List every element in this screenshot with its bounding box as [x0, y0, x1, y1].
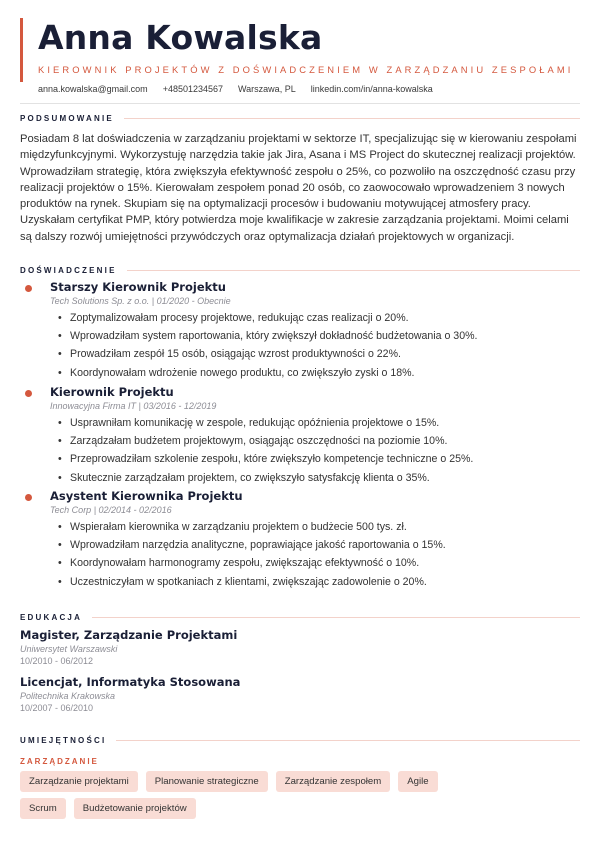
job-title: Asystent Kierownika Projektu [50, 489, 243, 503]
job-bullets [58, 518, 446, 591]
job-title: Kierownik Projektu [50, 385, 174, 399]
job-bullet: • Wprowadziłam system raportowania, który zwiększył dokładność budżetowania o 30%. [58, 327, 477, 345]
timeline-dot [25, 390, 32, 397]
skill-tag: Budżetowanie projektów [74, 798, 196, 819]
job-bullet: • Uczestniczyłam w spotkaniach z klientami, zwiększając zadowolenie o 20%. [58, 573, 446, 591]
skill-tag: Scrum [20, 798, 66, 819]
summary-section-heading [20, 114, 580, 123]
education-entry [20, 675, 240, 713]
section-divider [116, 740, 580, 741]
header-divider [20, 103, 580, 104]
job-meta: Tech Solutions Sp. z o.o. | 01/2020 - Obecnie [50, 296, 231, 306]
skill-tag: Zarządzanie zespołem [276, 771, 391, 792]
school-name: Uniwersytet Warszawski [20, 644, 118, 654]
job-meta: Innowacyjna Firma IT | 03/2016 - 12/2019 [50, 401, 217, 411]
section-divider [124, 118, 580, 119]
education-entry [20, 628, 237, 666]
education-dates: 10/2010 - 06/2012 [20, 656, 94, 666]
job-bullet: • Przeprowadziłam szkolenie zespołu, które zwiększyło kompetencje techniczne o 25%. [58, 450, 473, 468]
job-bullet: • Zoptymalizowałam procesy projektowe, redukując czas realizacji o 20%. [58, 309, 477, 327]
job-bullet: • Zarządzałam budżetem projektowym, osiągając oszczędności na poziomie 10%. [58, 432, 473, 450]
experience-section-heading [20, 266, 580, 275]
skill-category: ZARZĄDZANIE [20, 757, 99, 766]
job-bullets [58, 309, 477, 382]
skill-tags [20, 771, 490, 819]
education-dates: 10/2007 - 06/2010 [20, 703, 94, 713]
job-bullet: • Skutecznie zarządzałam projektem, co zwiększyło satysfakcję klienta o 35%. [58, 469, 473, 487]
job-title: Starszy Kierownik Projektu [50, 280, 226, 294]
job-bullet: • Wprowadziłam narzędzia analityczne, poprawiające jakość raportowania o 15%. [58, 536, 446, 554]
accent-bar [20, 18, 23, 82]
section-divider [127, 270, 580, 271]
timeline-dot [25, 494, 32, 501]
timeline-dot [25, 285, 32, 292]
contact-linkedin[interactable]: linkedin.com/in/anna-kowalska [310, 84, 433, 94]
summary-heading: PODSUMOWANIE [20, 114, 114, 123]
job-bullet: • Usprawniłam komunikację w zespole, redukując opóźnienia projektowe o 15%. [58, 414, 473, 432]
job-bullet: • Prowadziłam zespół 15 osób, osiągając wzrost produktywności o 22%. [58, 345, 477, 363]
candidate-tagline: KIEROWNIK PROJEKTÓW Z DOŚWIADCZENIEM W ZARZĄDZANIU ZESPOŁAMI [38, 64, 574, 75]
contact-email[interactable]: anna.kowalska@gmail.com [38, 84, 148, 94]
job-meta: Tech Corp | 02/2014 - 02/2016 [50, 505, 172, 515]
skills-section-heading [20, 736, 580, 745]
skill-tag: Planowanie strategiczne [146, 771, 268, 792]
education-section-heading [20, 613, 580, 622]
section-divider [92, 617, 580, 618]
skills-heading: UMIEJĘTNOŚCI [20, 736, 107, 745]
degree-title: Licencjat, Informatyka Stosowana [20, 675, 241, 689]
resume-header [38, 14, 580, 75]
education-heading: EDUKACJA [20, 613, 83, 622]
summary-text: Posiadam 8 lat doświadczenia w zarządzaniu projektami w sektorze IT, specjalizując się w kierowaniu zespołami międzyfunkcyjnymi. Wykorzystuję narzędzia takie jak Jira, Asana i MS Project do skutecznej realizacji projektów. Wprowadziłam strategię, która zwiększyła efektywność zespołu o 25%, co pozwoliło na oszczędność czasu przy realizacji projektów o 15%. Kierowałam zespołem ponad 20 osób, co zaowocowało wprowadzeniem 3 nowych produktów na rynek. Skupiam się na optymalizacji procesów i budowaniu motywującej atmosfery pracy. Uzyskałam certyfikat PMP, który potwierdza moje kwalifikacje w zakresie zarządzania projektami. Moimi celami są dalszy rozwój umiejętności przywódczych oraz optymalizacja działań projektowych w organizacji. [20, 133, 577, 243]
contact-location: Warszawa, PL [238, 84, 296, 94]
skill-tag: Zarządzanie projektami [20, 771, 138, 792]
skill-tag: Agile [398, 771, 437, 792]
experience-heading: DOŚWIADCZENIE [20, 266, 117, 275]
school-name: Politechnika Krakowska [20, 691, 116, 701]
job-bullet: • Wspierałam kierownika w zarządzaniu projektem o budżecie 500 tys. zł. [58, 518, 446, 536]
job-bullet: • Koordynowałam harmonogramy zespołu, zwiększając efektywność o 10%. [58, 554, 446, 572]
contact-phone: +48501234567 [162, 84, 224, 94]
job-bullets [58, 414, 473, 487]
degree-title: Magister, Zarządzanie Projektami [20, 628, 238, 642]
job-bullet: • Koordynowałam wdrożenie nowego produktu, co zwiększyło zyski o 18%. [58, 364, 477, 382]
candidate-name: Anna Kowalska [38, 18, 323, 57]
contact-row [38, 84, 433, 94]
